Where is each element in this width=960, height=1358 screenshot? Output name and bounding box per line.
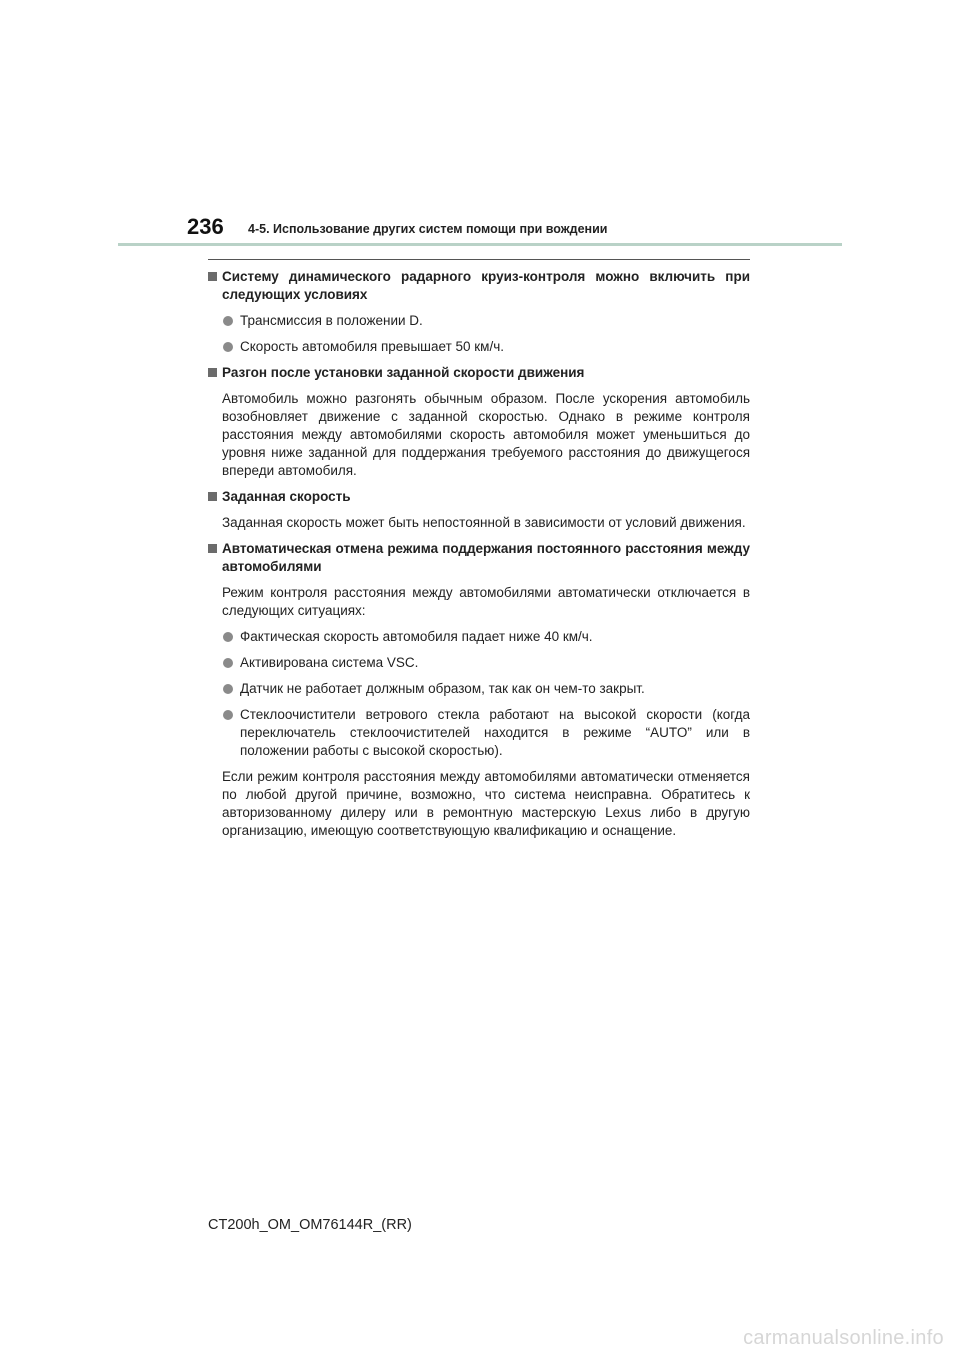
list-item-text: Трансмиссия в положении D. xyxy=(240,313,423,328)
section-heading: Разгон после установки заданной скорости движения xyxy=(222,365,585,380)
section-paragraph: Режим контроля расстояния между автомобилями автоматически отключается в следующих ситуациях: xyxy=(222,585,750,618)
section-acceleration xyxy=(208,364,750,480)
list-item xyxy=(208,706,750,760)
page-number: 236 xyxy=(187,214,224,239)
watermark: carmanualsonline.info xyxy=(743,1327,944,1349)
list-item xyxy=(208,338,750,356)
section-heading: Систему динамического радарного круиз-контроля можно включить при следующих условиях xyxy=(222,269,750,302)
circle-bullet-icon xyxy=(223,632,233,642)
section-paragraph: Заданная скорость может быть непостоянной в зависимости от условий движения. xyxy=(222,515,746,530)
circle-bullet-icon xyxy=(223,710,233,720)
section-paragraph: Автомобиль можно разгонять обычным образом. После ускорения автомобиль возобновляет движение с заданной скоростью. Однако в режиме контроля расстояния между автомобилями скорость автомобиля может уменьшиться до уровня ниже заданной для поддержания требуемого расстояния до движущегося впереди автомобиля. xyxy=(222,391,750,478)
section-heading: Автоматическая отмена режима поддержания постоянного расстояния между автомобилями xyxy=(222,541,750,574)
list-item-text: Стеклоочистители ветрового стекла работают на высокой скорости (когда переключатель стеклоочистителей находится в режиме “AUTO” или в положении работы с высокой скоростью). xyxy=(240,707,750,758)
chapter-header-title: 4-5. Использование других систем помощи при вождении xyxy=(248,222,608,236)
section-set-speed xyxy=(208,488,750,532)
content-divider xyxy=(208,259,750,260)
circle-bullet-icon xyxy=(223,658,233,668)
square-bullet-icon xyxy=(208,544,217,553)
circle-bullet-icon xyxy=(223,316,233,326)
list-item xyxy=(208,654,750,672)
square-bullet-icon xyxy=(208,272,217,281)
header-divider xyxy=(118,243,842,246)
section-auto-cancel xyxy=(208,540,750,840)
list-item xyxy=(208,628,750,646)
circle-bullet-icon xyxy=(223,684,233,694)
page-content xyxy=(208,268,750,848)
list-item-text: Фактическая скорость автомобиля падает ниже 40 км/ч. xyxy=(240,629,593,644)
list-item xyxy=(208,312,750,330)
section-heading: Заданная скорость xyxy=(222,489,351,504)
list-item-text: Скорость автомобиля превышает 50 км/ч. xyxy=(240,339,504,354)
list-item-text: Активирована система VSC. xyxy=(240,655,419,670)
section-activation-conditions xyxy=(208,268,750,356)
footer-document-code: CT200h_OM_OM76144R_(RR) xyxy=(208,1217,412,1233)
circle-bullet-icon xyxy=(223,342,233,352)
list-item xyxy=(208,680,750,698)
section-closing-paragraph: Если режим контроля расстояния между автомобилями автоматически отменяется по любой другой причине, возможно, что система неисправна. Обратитесь к авторизованному дилеру или в ремонтную мастерскую Lexus либо в другую организацию, имеющую соответствующую квалификацию и оснащение. xyxy=(222,769,750,838)
list-item-text: Датчик не работает должным образом, так как он чем-то закрыт. xyxy=(240,681,645,696)
square-bullet-icon xyxy=(208,492,217,501)
square-bullet-icon xyxy=(208,368,217,377)
